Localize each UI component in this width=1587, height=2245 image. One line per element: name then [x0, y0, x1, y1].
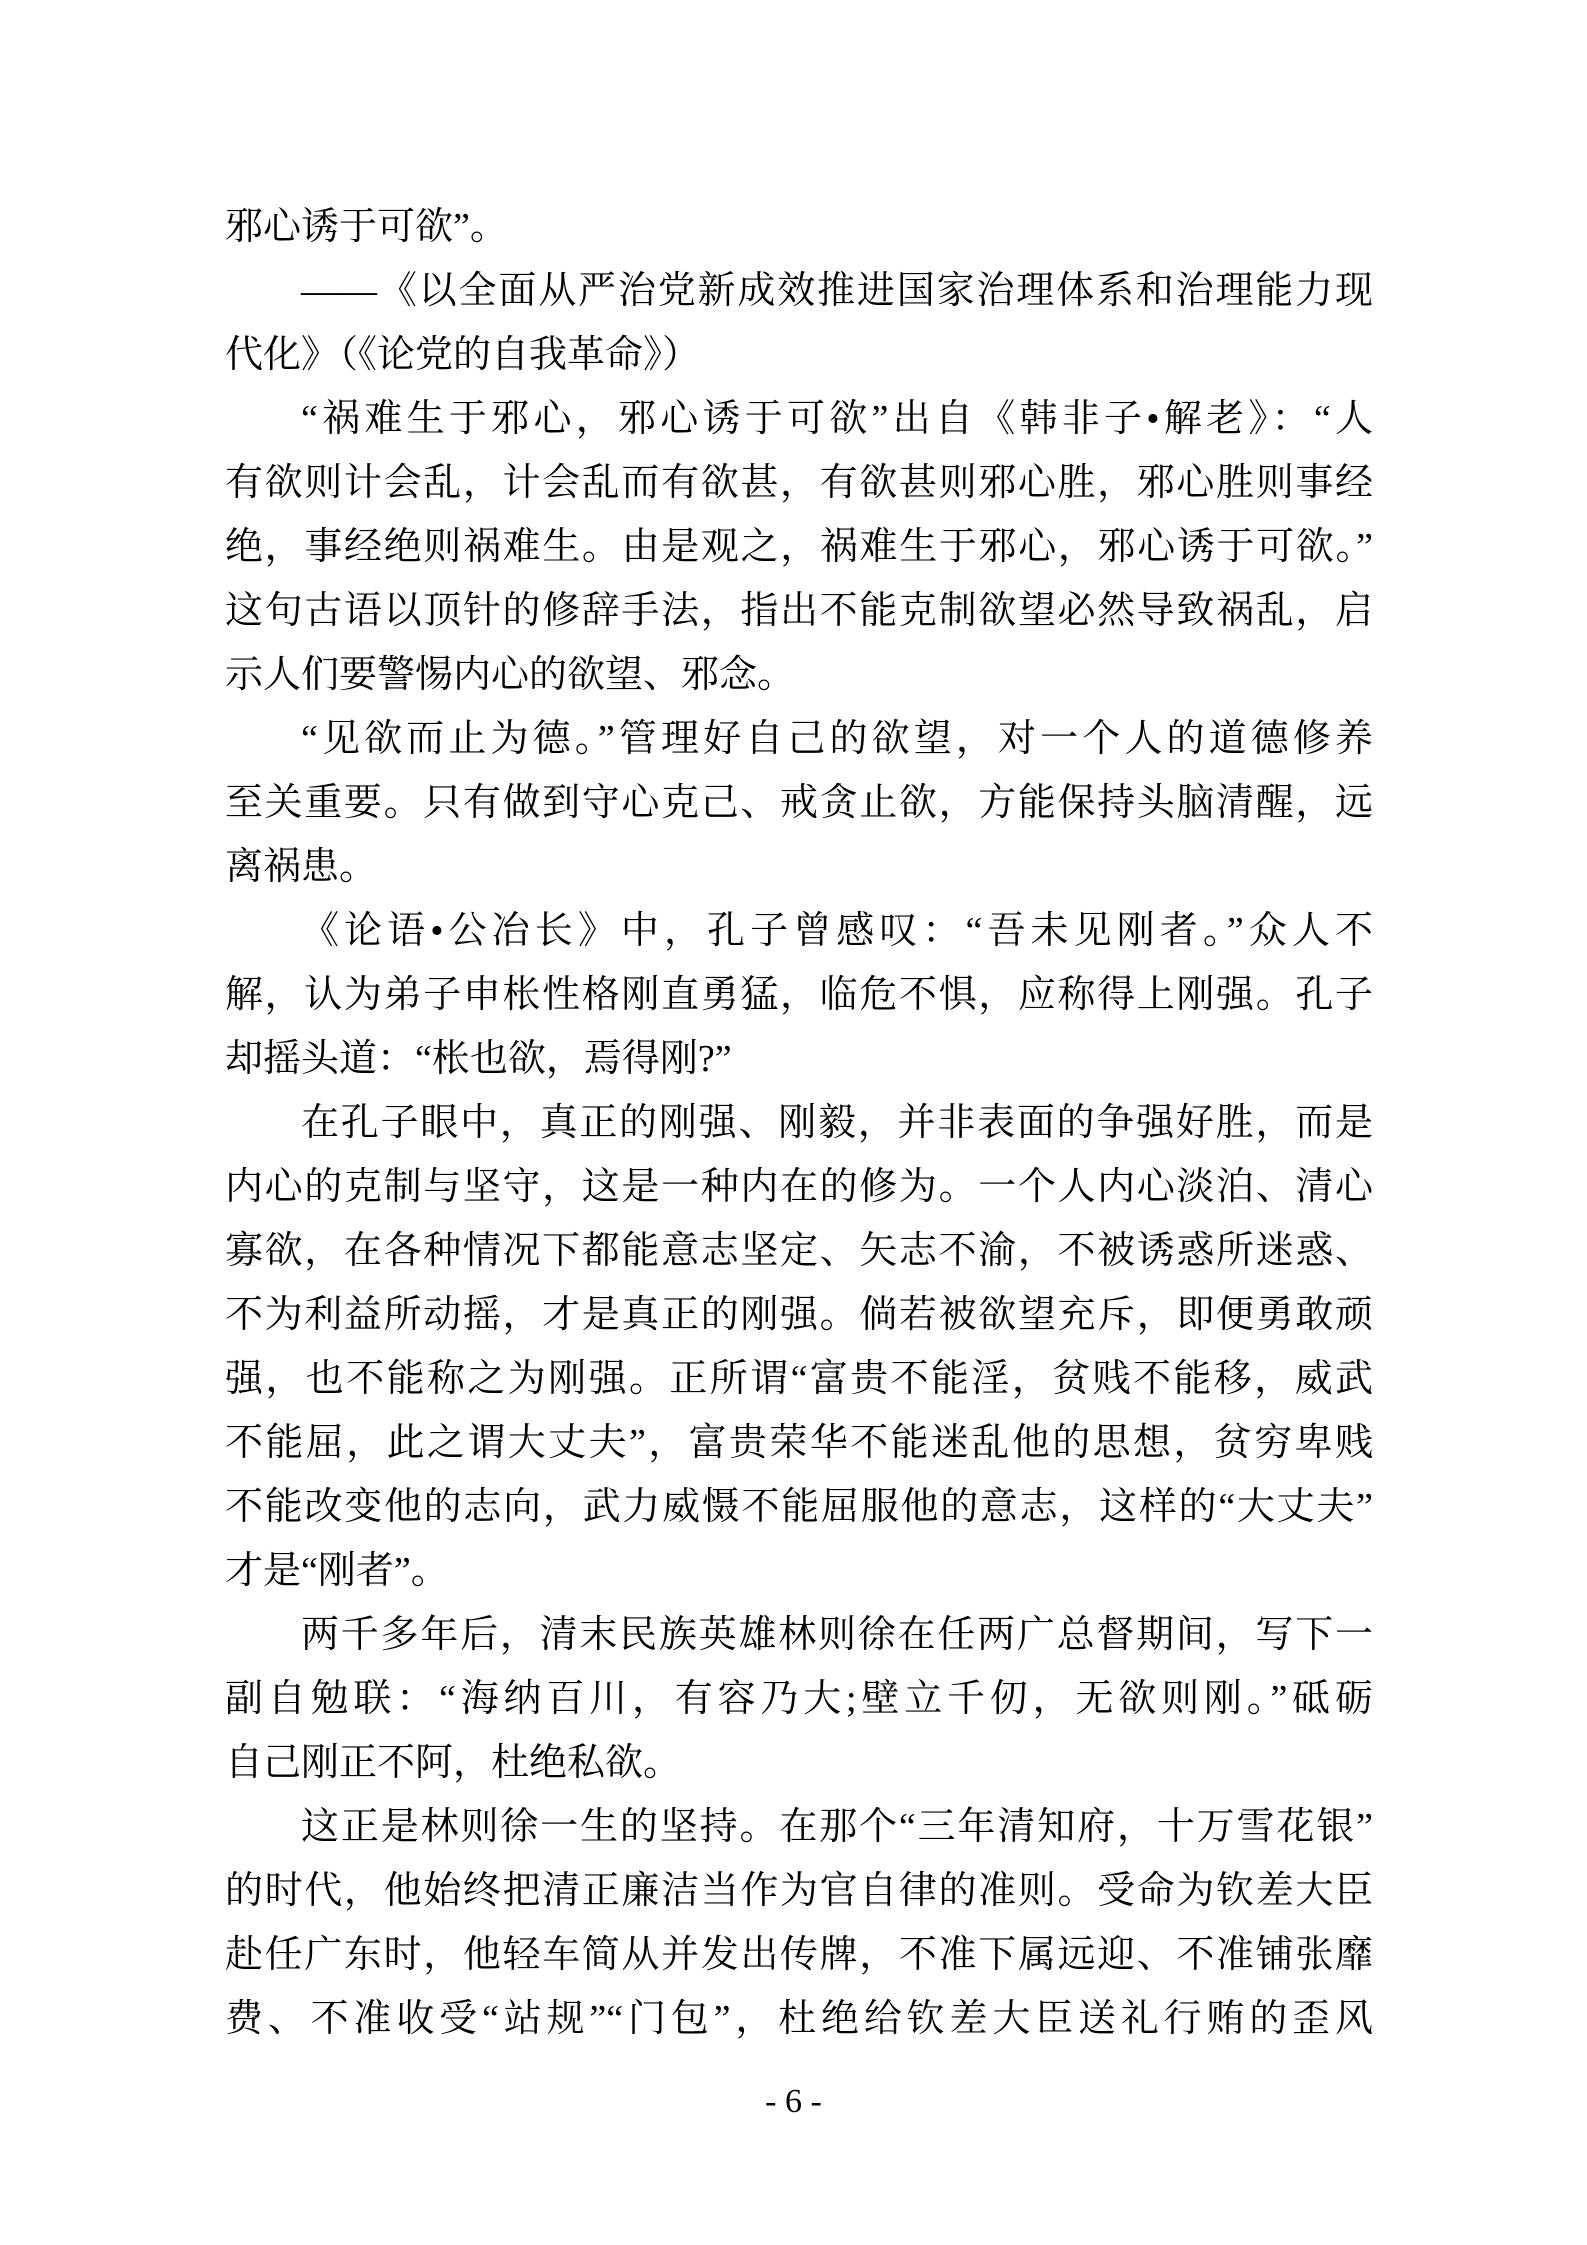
- text-line: 才是“刚者”。: [225, 1550, 449, 1592]
- text-line: 邪心诱于可欲”。: [225, 206, 508, 248]
- text-line: 代化》（《论党的自我革命》）: [225, 334, 701, 376]
- text-line: 不为利益所动摇，才是真正的刚强。倘若被欲望充斥，即便勇敢顽: [225, 1294, 1373, 1336]
- text-line: 两千多年后，清末民族英雄林则徐在任两广总督期间，写下一: [301, 1614, 1373, 1656]
- page-number: - 6 -: [765, 2083, 822, 2120]
- text-line: 却摇头道：“枨也欲，焉得刚?”: [225, 1038, 732, 1080]
- text-line: 至关重要。只有做到守心克己、戒贪止欲，方能保持头脑清醒，远: [225, 782, 1373, 824]
- text-line: 强，也不能称之为刚强。正所谓“富贵不能淫，贫贱不能移，威武: [225, 1358, 1373, 1400]
- text-line: 有欲则计会乱，计会乱而有欲甚，有欲甚则邪心胜，邪心胜则事经: [225, 462, 1373, 504]
- text-line: 绝，事经绝则祸难生。由是观之，祸难生于邪心，邪心诱于可欲。”: [225, 526, 1373, 568]
- text-line: 解，认为弟子申枨性格刚直勇猛，临危不惧，应称得上刚强。孔子: [225, 974, 1373, 1016]
- text-line: 副自勉联：“海纳百川，有容乃大;壁立千仞，无欲则刚。”砥砺: [225, 1678, 1373, 1720]
- text-line: 的时代，他始终把清正廉洁当作为官自律的准则。受命为钦差大臣: [225, 1870, 1373, 1912]
- text-line: 这正是林则徐一生的坚持。在那个“三年清知府，十万雪花银”: [301, 1806, 1373, 1848]
- text-line: 在孔子眼中，真正的刚强、刚毅，并非表面的争强好胜，而是: [301, 1102, 1373, 1144]
- text-line: 费、不准收受“站规”“门包”，杜绝给钦差大臣送礼行贿的歪风: [225, 1998, 1373, 2040]
- text-line: 不能改变他的志向，武力威慑不能屈服他的意志，这样的“大丈夫”: [225, 1486, 1373, 1528]
- text-line: 自己刚正不阿，杜绝私欲。: [225, 1742, 682, 1784]
- text-line: 离祸患。: [225, 846, 378, 888]
- text-line: 示人们要警惕内心的欲望、邪念。: [225, 654, 796, 696]
- text-line: “祸难生于邪心，邪心诱于可欲”出自《韩非子•解老》：“人: [301, 398, 1373, 440]
- text-line: 这句古语以顶针的修辞手法，指出不能克制欲望必然导致祸乱，启: [225, 590, 1373, 632]
- text-line: 寡欲，在各种情况下都能意志坚定、矢志不渝，不被诱惑所迷惑、: [225, 1230, 1373, 1272]
- text-line: ——《以全面从严治党新成效推进国家治理体系和治理能力现: [301, 270, 1373, 312]
- text-line: 《论语•公冶长》中，孔子曾感叹：“吾未见刚者。”众人不: [301, 910, 1373, 952]
- text-line: 不能屈，此之谓大丈夫”，富贵荣华不能迷乱他的思想，贫穷卑贱: [225, 1422, 1373, 1464]
- body-text: [225, 195, 1373, 2051]
- text-line: “见欲而止为德。”管理好自己的欲望，对一个人的道德修养: [301, 718, 1373, 760]
- text-line: 赴任广东时，他轻车简从并发出传牌，不准下属远迎、不准铺张靡: [225, 1934, 1373, 1976]
- text-line: 内心的克制与坚守，这是一种内在的修为。一个人内心淡泊、清心: [225, 1166, 1373, 1208]
